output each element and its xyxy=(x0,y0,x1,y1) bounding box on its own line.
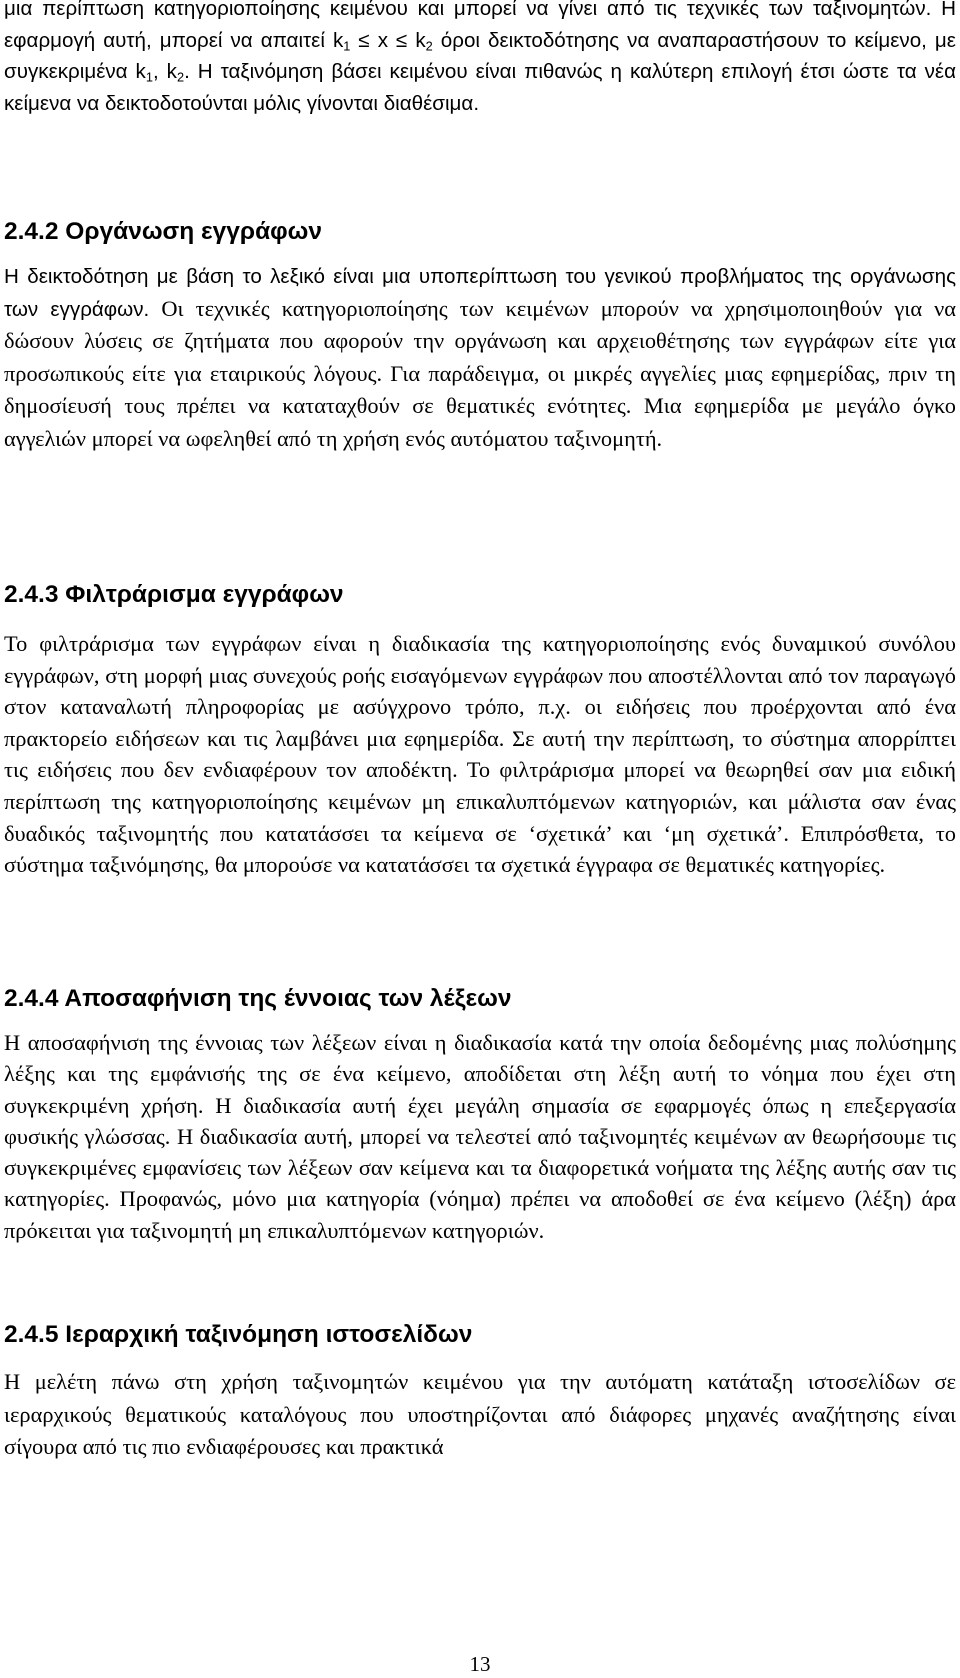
section-heading-2-4-5: 2.4.5 Ιεραρχική ταξινόμηση ιστοσελίδων xyxy=(4,1321,473,1348)
intro-paragraph xyxy=(4,0,956,119)
page-number: 13 xyxy=(469,1652,491,1676)
k1-subscript-second: 1 xyxy=(145,69,153,85)
section-2-4-2-serif-text: Οι τεχνικές κατηγοριοποίησης των κειμένων μπορούν να χρησιμοποιηθούν για να δώσουν λύσεις σε ζητήματα που αφορούν την οργάνωση και αρχειοθέτησης των εγγράφων είτε για προσωπικούς είτε για εταιρικούς λόγους. Για παράδειγμα, οι μικρές αγγελίες μιας εφημερίδας, πριν τη δημοσίευσή τους πρέπει να καταταχθούν σε θεματικές ενότητες. Μια εφημερίδα με μεγάλο όγκο αγγελιών μπορεί να ωφεληθεί από τη χρήση ενός αυτόματου ταξινομητή. xyxy=(4,295,956,451)
section-2-4-3-paragraph: Το φιλτράρισμα των εγγράφων είναι η διαδικασία της κατηγοριοποίησης ενός δυναμικού συνόλου εγγράφων, στη μορφή μιας συνεχούς ροής εισαγόμενων εγγράφων που αποστέλλονται από τον παραγωγό στον καταναλωτή πληροφορίας με ασύγχρονο τρόπο, π.χ. οι ειδήσεις που προέρχονται από ένα πρακτορείο ειδήσεων και τις λαμβάνει μια εφημερίδα. Σε αυτή την περίπτωση, το σύστημα απορρίπτει τις ειδήσεις που δεν ενδιαφέρουν τον αποδέκτη. Το φιλτράρισμα μπορεί να θεωρηθεί σαν μια ειδική περίπτωση της κατηγοριοποίησης κειμένων μη επικαλυπτόμενων κατηγοριών, και μάλιστα σαν ένας δυαδικός ταξινομητής που κατατάσσει τα κείμενα σε ‘σχετικά’ και ‘μη σχετικά’. Επιπρόσθετα, το σύστημα ταξινόμησης, θα μπορούσε να κατατάσσει τα σχετικά έγγραφα σε θεματικές κατηγορίες. xyxy=(4,631,956,878)
intro-text-start: μια περίπτωση κατηγοριοποίησης κειμένου και μπορεί να γίνει από τις τεχνικές των ταξινομητών. Η εφαρμογή αυτή, μπορεί να απαιτεί k xyxy=(4,0,956,52)
k1-subscript: 1 xyxy=(343,38,351,54)
section-heading-2-4-2: 2.4.2 Οργάνωση εγγράφων xyxy=(4,218,322,245)
section-2-4-4-paragraph: Η αποσαφήνιση της έννοιας των λέξεων είναι η διαδικασία κατά την οποία δεδομένης μιας πολύσημης λέξης και της εμφάνισής της σε ένα κείμενο, αποδίδεται στη λέξη αυτή το νόημα που έχει στη συγκεκριμένη χρήση. Η διαδικασία αυτή έχει μεγάλη σημασία σε εφαρμογές όπως η επεξεργασία φυσικής γλώσσας. Η διαδικασία αυτή, μπορεί να τελεστεί από ταξινομητές κειμένων αν θεωρήσουμε τις συγκεκριμένες εμφανίσεις των λέξεων σαν κείμενα και τα διαφορετικά νοήματα της λέξης αυτής σαν τις κατηγορίες. Προφανώς, μόνο μια κατηγορία (νόημα) πρέπει να αποδοθεί σε ένα κείμενο (λέξη) άρα πρόκειται για ταξινομητή μη επικαλυπτόμενων κατηγοριών. xyxy=(4,1030,956,1243)
section-2-4-5-paragraph: Η μελέτη πάνω στη χρήση ταξινομητών κειμένου για την αυτόματη κατάταξη ιστοσελίδων σε ιεραρχικούς θεματικούς καταλόγους που υποστηρίζονται από διάφορες μηχανές αναζήτησης είναι σίγουρα από τις πιο ενδιαφέρουσες και πρακτικά xyxy=(4,1369,956,1459)
section-2-4-2-paragraph xyxy=(4,261,956,455)
intro-text-end: . Η ταξινόμηση βάσει κειμένου είναι πιθανώς η καλύτερη επιλογή έτσι ώστε τα νέα κείμενα να δεικτοδοτούνται μόλις γίνονται διαθέσιμα. xyxy=(4,60,956,115)
section-heading-2-4-3: 2.4.3 Φιλτράρισμα εγγράφων xyxy=(4,581,344,608)
section-2-4-2-sans-text: Η δεικτοδότηση με βάση το λεξικό είναι μια υποπερίπτωση του γενικού προβλήματος της οργάνωσης των εγγράφων. xyxy=(4,265,956,321)
inequality-text: ≤ x ≤ k xyxy=(350,28,426,52)
intro-text-middle: όροι δεικτοδότησης να αναπαραστήσουν το κείμενο, με συγκεκριμένα k xyxy=(4,28,956,83)
intro-comma-text: , k xyxy=(152,60,177,83)
section-heading-2-4-4: 2.4.4 Αποσαφήνιση της έννοιας των λέξεων xyxy=(4,985,512,1012)
k2-subscript: 2 xyxy=(425,38,433,54)
k2-subscript-second: 2 xyxy=(176,69,185,85)
